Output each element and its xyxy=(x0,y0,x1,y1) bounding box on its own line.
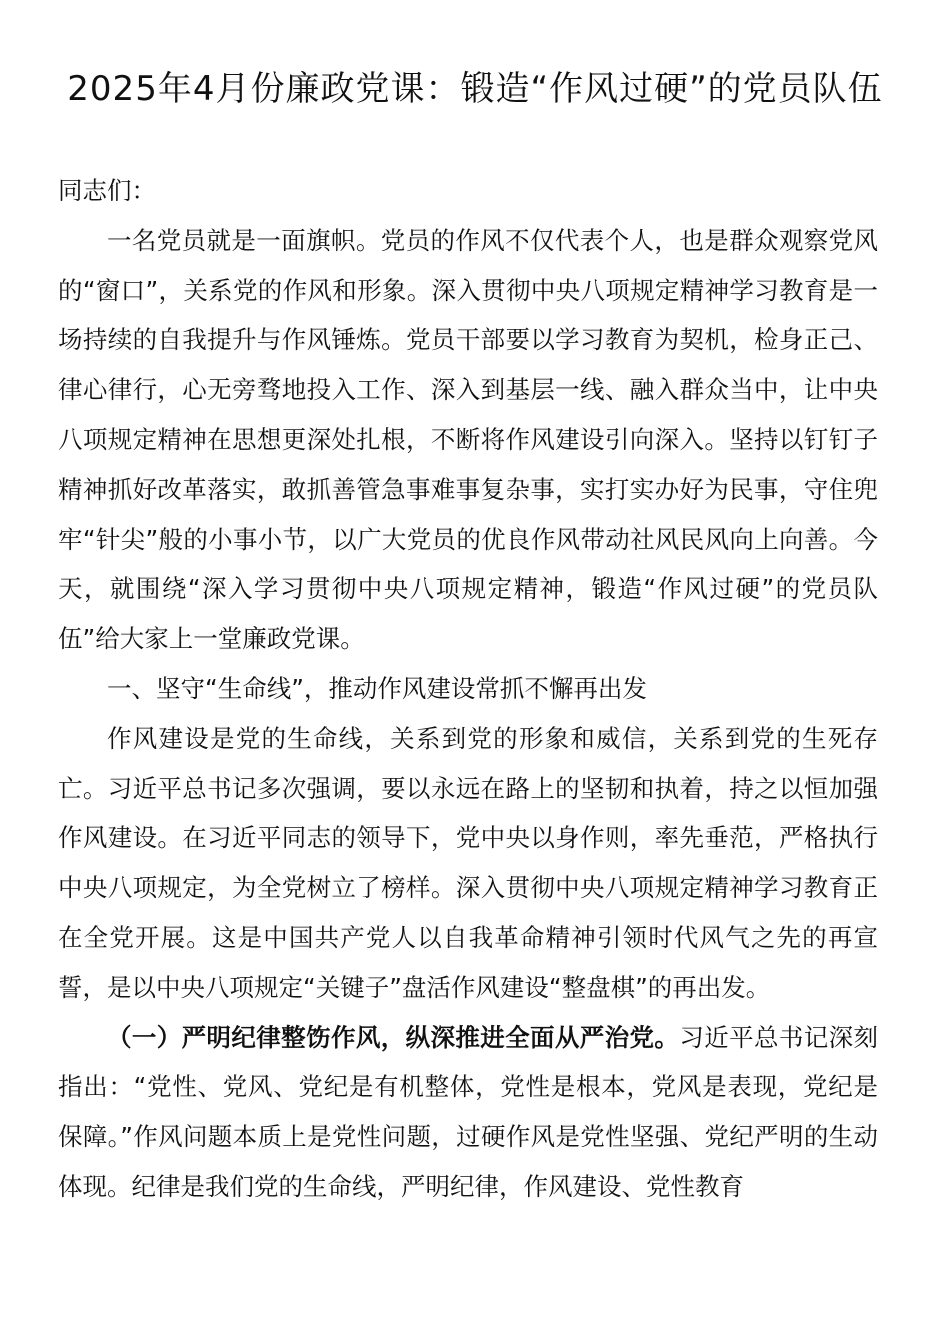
salutation: 同志们： xyxy=(58,176,156,205)
document-body xyxy=(58,166,878,1212)
section-1-heading: 一、坚守“生命线”，推动作风建设常抓不懈再出发 xyxy=(107,673,647,703)
subsection-1-text: 习近平总书记深刻指出：“党性、党风、党纪是有机整体，党性是根本，党风是表现，党纪是保障。”作风问题本质上是党性问题，过硬作风是党性坚强、党纪严明的生动体现。纪律是我们党的生命线，严明纪律，作风建设、党性教育 xyxy=(58,1022,879,1201)
intro-paragraph: 一名党员就是一面旗帜。党员的作风不仅代表个人，也是群众观察党风的“窗口”，关系党的作风和形象。深入贯彻中央八项规定精神学习教育是一场持续的自我提升与作风锤炼。党员干部要以学习教育为契机，检身正己、律心律行，心无旁骛地投入工作、深入到基层一线、融入群众当中，让中央八项规定精神在思想更深处扎根，不断将作风建设引向深入。坚持以钉钉子精神抓好改革落实，敢抓善管急事难事复杂事，实打实办好为民事，守住兜牢“针尖”般的小事小节，以广大党员的优良作风带动社风民风向上向善。今天，就围绕“深入学习贯彻中央八项规定精神，锻造“作风过硬”的党员队伍”给大家上一堂廉政党课。 xyxy=(58,225,878,654)
document-title: 2025年4月份廉政党课：锻造“作风过硬”的党员队伍 xyxy=(67,69,883,109)
section-1-paragraph: 作风建设是党的生命线，关系到党的形象和威信，关系到党的生死存亡。习近平总书记多次强调，要以永远在路上的坚韧和执着，持之以恒加强作风建设。在习近平同志的领导下，党中央以身作则，率先垂范，严格执行中央八项规定，为全党树立了榜样。深入贯彻中央八项规定精神学习教育正在全党开展。这是中国共产党人以自我革命精神引领时代风气之先的再宣誓，是以中央八项规定“关键子”盘活作风建设“整盘棋”的再出发。 xyxy=(58,723,878,1002)
subsection-1-paragraph xyxy=(58,1013,878,1212)
subsection-1-heading: （一）严明纪律整饬作风，纵深推进全面从严治党。 xyxy=(107,1022,680,1052)
